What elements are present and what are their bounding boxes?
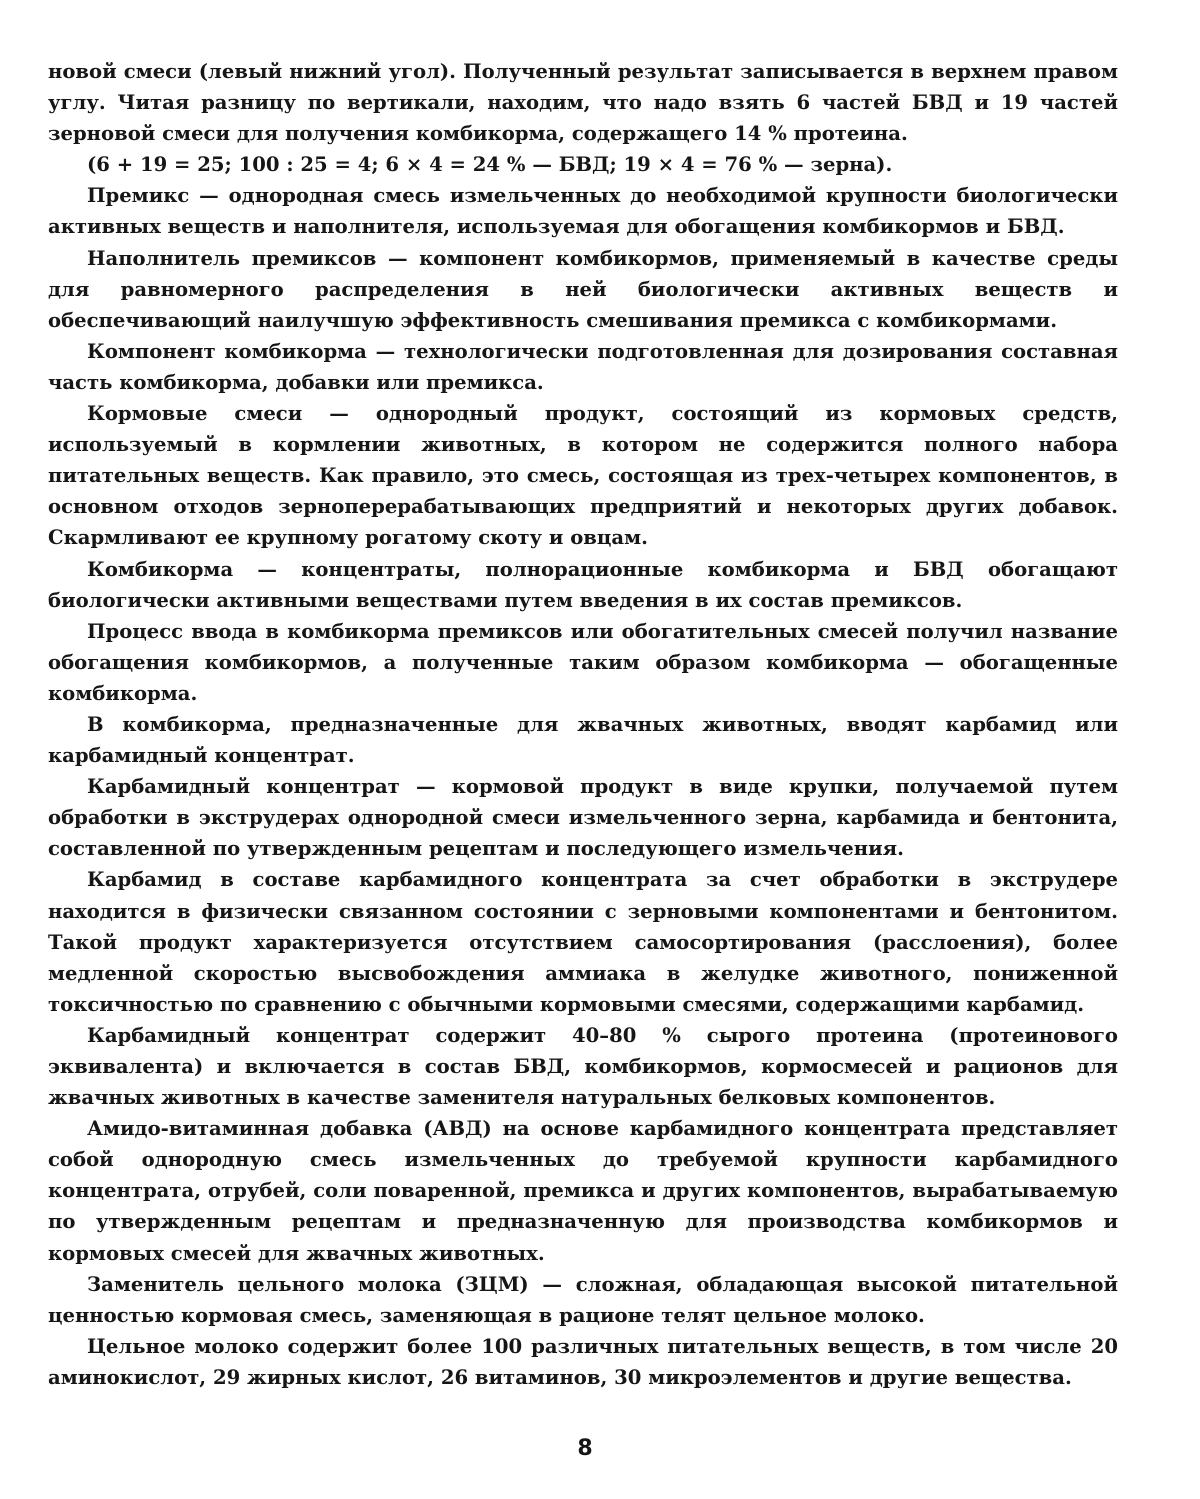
paragraph-text: Карбамид в составе карбамидного концентрата за счет обработки в экструдере находится в физически связанном состоянии с зерновыми компонентами и бентонитом. Такой продукт характеризуется отсутствием самосортирования (расслоения), более медленной скоростью высвобождения аммиака в желудке животного, пониженной токсичностью по сравнению с обычными кормовыми смесями, содержащими карбамид. bbox=[48, 868, 1118, 1015]
paragraph-text: Комбикорма — концентраты, полнорационные комбикорма и БВД обогащают биологически активными веществами путем введения в их состав премиксов. bbox=[48, 558, 1118, 612]
paragraph-text: — сложная, обладающая высокой питательной ценностью кормовая смесь, заменяющая в рационе телят цельное молоко. bbox=[48, 1273, 1118, 1327]
term: Амидо-витаминная добавка (АВД) на основе карбамидного концентрата bbox=[87, 1117, 950, 1140]
paragraph-text: Цельное молоко содержит более 100 различных питательных веществ, в том числе 20 аминокислот, 29 жирных кислот, 26 витаминов, 30 микроэлементов и другие вещества. bbox=[48, 1335, 1118, 1389]
paragraph-text: В комбикорма, предназначенные для жвачных животных, вводят карбамид или карбамидный концентрат. bbox=[48, 713, 1118, 767]
paragraph bbox=[48, 336, 1118, 398]
term: Наполнитель премиксов bbox=[87, 247, 376, 270]
paragraph bbox=[48, 243, 1118, 336]
paragraph bbox=[48, 554, 1118, 616]
paragraph bbox=[48, 709, 1118, 771]
term: Заменитель цельного молока (ЗЦМ) bbox=[87, 1273, 529, 1296]
paragraph bbox=[48, 1331, 1118, 1393]
paragraph bbox=[48, 56, 1118, 149]
paragraph-text: Карбамидный концентрат содержит 40–80 % сырого протеина (протеинового эквивалента) и включается в состав БВД, комбикормов, кормосмесей и рационов для жвачных животных в качестве заменителя натуральных белковых компонентов. bbox=[48, 1024, 1118, 1109]
paragraph-text: — однородный продукт, состоящий из кормовых средств, используемый в кормлении животных, в котором не содержится полного набора питательных веществ. Как правило, это смесь, состоящая из трех-четырех компонентов, в основном отходов зерноперерабатывающих предприятий и некоторых других добавок. Скармливают ее крупному рогатому скоту и овцам. bbox=[48, 402, 1118, 549]
paragraph-text: Премикс — однородная смесь измельченных до необходимой крупности биологически активных веществ и наполнителя, используемая для обогащения комбикормов и БВД. bbox=[48, 184, 1118, 238]
page-number: 8 bbox=[0, 1436, 1170, 1461]
paragraph bbox=[48, 864, 1118, 1019]
paragraph-text: Компонент bbox=[87, 340, 224, 363]
paragraph bbox=[48, 616, 1118, 709]
paragraph bbox=[48, 1020, 1118, 1113]
paragraph bbox=[48, 180, 1118, 242]
paragraph-text: — технологически подготовленная для дозирования составная часть комбикорма, добавки или премикса. bbox=[48, 340, 1118, 394]
paragraph-text: новой смеси (левый нижний угол). Полученный результат записывается в верхнем правом углу. Читая разницу по вертикали, находим, что надо взять 6 частей БВД и 19 частей зерновой смеси для получения комбикорма, содержащего 14 % протеина. bbox=[48, 60, 1118, 145]
paragraph-text: (6 + 19 = 25; 100 : 25 = 4; 6 × 4 = 24 % — БВД; 19 × 4 = 76 % — зерна). bbox=[87, 153, 892, 176]
term: Карбамидный концентрат bbox=[87, 775, 400, 798]
paragraph bbox=[48, 1113, 1118, 1268]
paragraph bbox=[48, 1269, 1118, 1331]
paragraph-text: представляет собой однородную смесь измельченных до требуемой крупности карбамидного концентрата, отрубей, соли поваренной, премикса и других компонентов, вырабатываемую по утвержденным рецептам и предназначенную для производства комбикормов и кормовых смесей для жвачных животных. bbox=[48, 1117, 1118, 1264]
paragraph-text: Процесс ввода в комбикорма премиксов или обогатительных смесей получил название обогащения комбикормов, а полученные таким образом комбикорма — обогащенные комбикорма. bbox=[48, 620, 1118, 705]
paragraph bbox=[48, 398, 1118, 553]
term: Кормовые смеси bbox=[87, 402, 302, 425]
paragraph-text: — компонент комбикормов, применяемый в качестве среды для равномерного распределения в ней биологически активных веществ и обеспечивающий наилучшую эффективность смешивания премикса с комбикормами. bbox=[48, 247, 1118, 332]
page-body bbox=[48, 56, 1118, 1393]
paragraph bbox=[48, 771, 1118, 864]
paragraph bbox=[48, 149, 1118, 180]
paragraph-text: — кормовой продукт в виде крупки, получаемой путем обработки в экструдерах однородной смеси измельченного зерна, карбамида и бентонита, составленной по утвержденным рецептам и последующего измельчения. bbox=[48, 775, 1118, 860]
term: комбикорма bbox=[224, 340, 366, 363]
